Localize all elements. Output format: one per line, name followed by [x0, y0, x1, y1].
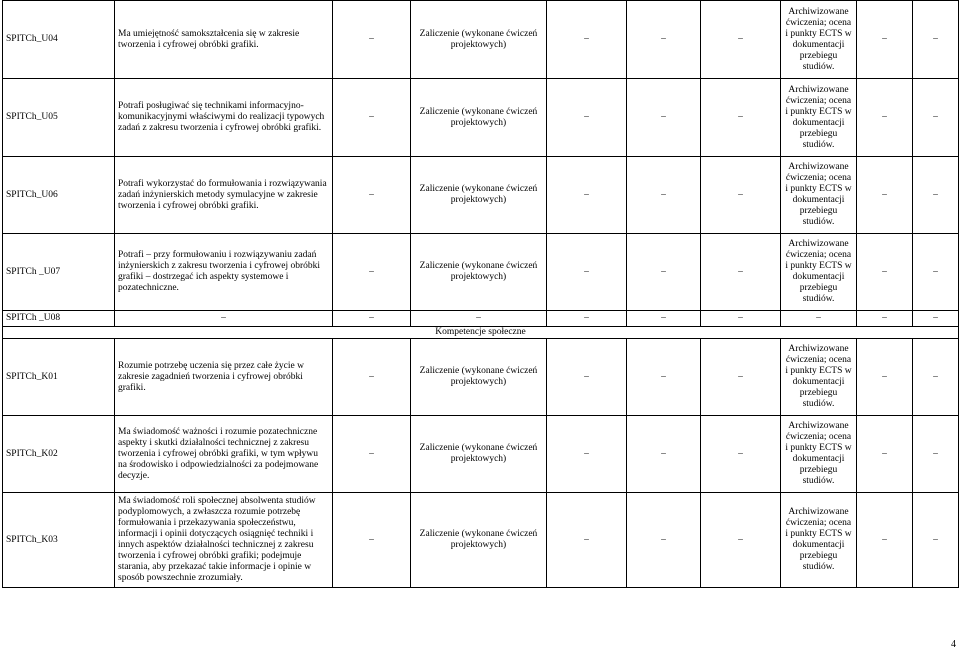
dash-cell: – — [627, 493, 701, 588]
dash-cell: – — [913, 416, 959, 493]
outcome-description: Potrafi posługiwać się technikami informacyjno-komunikacyjnymi właściwymi do realizacji typowych zadań z zakresu tworzenia i cyfrowej obróbki grafiki. — [115, 79, 333, 157]
dash-cell: – — [627, 157, 701, 234]
table-row — [3, 1, 959, 79]
dash-cell: – — [115, 311, 333, 327]
assessment-method: Zaliczenie (wykonane ćwiczeń projektowych) — [411, 234, 547, 311]
outcome-description: Ma umiejętność samokształcenia się w zakresie tworzenia i cyfrowej obróbki grafiki. — [115, 1, 333, 79]
documentation-method: Archiwizowane ćwiczenia; ocena i punkty ECTS w dokumentacji przebiegu studiów. — [781, 234, 857, 311]
dash-cell: – — [913, 311, 959, 327]
table-row — [3, 339, 959, 416]
outcome-description: Potrafi – przy formułowaniu i rozwiązywaniu zadań inżynierskich z zakresu tworzenia i cyfrowej obróbki grafiki – dostrzegać ich aspekty systemowe i pozatechniczne. — [115, 234, 333, 311]
outcome-code: SPITCh_K01 — [3, 339, 115, 416]
learning-outcomes-table — [2, 0, 959, 588]
dash-cell: – — [857, 493, 913, 588]
dash-cell: – — [913, 339, 959, 416]
dash-cell: – — [627, 416, 701, 493]
table-row — [3, 311, 959, 327]
dash-cell: – — [857, 79, 913, 157]
dash-cell: – — [333, 1, 411, 79]
dash-cell: – — [701, 157, 781, 234]
table-row — [3, 79, 959, 157]
dash-cell: – — [857, 157, 913, 234]
dash-cell: – — [547, 311, 627, 327]
dash-cell: – — [701, 339, 781, 416]
outcome-code: SPITCh_K03 — [3, 493, 115, 588]
dash-cell: – — [333, 234, 411, 311]
dash-cell: – — [857, 339, 913, 416]
documentation-method: Archiwizowane ćwiczenia; ocena i punkty ECTS w dokumentacji przebiegu studiów. — [781, 493, 857, 588]
dash-cell: – — [913, 157, 959, 234]
assessment-method: Zaliczenie (wykonane ćwiczeń projektowych) — [411, 1, 547, 79]
documentation-method: Archiwizowane ćwiczenia; ocena i punkty ECTS w dokumentacji przebiegu studiów. — [781, 79, 857, 157]
assessment-method: Zaliczenie (wykonane ćwiczeń projektowych) — [411, 416, 547, 493]
dash-cell: – — [627, 339, 701, 416]
outcome-code: SPITCh _U08 — [3, 311, 115, 327]
outcome-code: SPITCh_U06 — [3, 157, 115, 234]
dash-cell: – — [547, 157, 627, 234]
dash-cell: – — [701, 1, 781, 79]
dash-cell: – — [547, 234, 627, 311]
assessment-method: Zaliczenie (wykonane ćwiczeń projektowych) — [411, 493, 547, 588]
dash-cell: – — [627, 234, 701, 311]
section-header-row — [3, 327, 959, 339]
dash-cell: – — [701, 416, 781, 493]
dash-cell: – — [857, 416, 913, 493]
documentation-method: Archiwizowane ćwiczenia; ocena i punkty ECTS w dokumentacji przebiegu studiów. — [781, 1, 857, 79]
dash-cell: – — [333, 493, 411, 588]
dash-cell: – — [333, 157, 411, 234]
dash-cell: – — [627, 79, 701, 157]
dash-cell: – — [913, 1, 959, 79]
dash-cell: – — [701, 234, 781, 311]
dash-cell: – — [333, 311, 411, 327]
dash-cell: – — [333, 339, 411, 416]
outcome-description: Ma świadomość roli społecznej absolwenta studiów podyplomowych, a zwłaszcza rozumie potrzebę formułowania i przekazywania społeczeństwu, informacji i opinii dotyczących osiągnięć techniki i innych aspektów działalności technicznej z zakresu tworzenia i cyfrowej obróbki grafiki; podejmuje starania, aby przekazać takie informacje i opinie w sposób powszechnie zrozumiały. — [115, 493, 333, 588]
dash-cell: – — [857, 234, 913, 311]
outcome-code: SPITCh_K02 — [3, 416, 115, 493]
dash-cell: – — [913, 493, 959, 588]
dash-cell: – — [411, 311, 547, 327]
documentation-method: Archiwizowane ćwiczenia; ocena i punkty ECTS w dokumentacji przebiegu studiów. — [781, 339, 857, 416]
outcome-description: Rozumie potrzebę uczenia się przez całe życie w zakresie zagadnień tworzenia i cyfrowej obróbki grafiki. — [115, 339, 333, 416]
outcome-description: Ma świadomość ważności i rozumie pozatechniczne aspekty i skutki działalności technicznej z zakresu tworzenia i cyfrowej obróbki grafiki, w tym wpływu na środowisko i odpowiedzialności za podejmowane decyzje. — [115, 416, 333, 493]
page-number: 4 — [951, 639, 956, 650]
dash-cell: – — [913, 234, 959, 311]
dash-cell: – — [701, 79, 781, 157]
table-row — [3, 416, 959, 493]
dash-cell: – — [333, 79, 411, 157]
dash-cell: – — [547, 339, 627, 416]
outcome-description: Potrafi wykorzystać do formułowania i rozwiązywania zadań inżynierskich metody symulacyjne w zakresie tworzenia i cyfrowej obróbki grafiki. — [115, 157, 333, 234]
section-header: Kompetencje społeczne — [3, 327, 959, 339]
documentation-method: Archiwizowane ćwiczenia; ocena i punkty ECTS w dokumentacji przebiegu studiów. — [781, 416, 857, 493]
dash-cell: – — [627, 1, 701, 79]
dash-cell: – — [857, 1, 913, 79]
table-row — [3, 157, 959, 234]
outcome-code: SPITCh_U05 — [3, 79, 115, 157]
outcome-code: SPITCh_U04 — [3, 1, 115, 79]
dash-cell: – — [333, 416, 411, 493]
dash-cell: – — [627, 311, 701, 327]
dash-cell: – — [781, 311, 857, 327]
dash-cell: – — [701, 493, 781, 588]
assessment-method: Zaliczenie (wykonane ćwiczeń projektowych) — [411, 339, 547, 416]
dash-cell: – — [701, 311, 781, 327]
table-row — [3, 493, 959, 588]
table-row — [3, 234, 959, 311]
dash-cell: – — [547, 416, 627, 493]
documentation-method: Archiwizowane ćwiczenia; ocena i punkty ECTS w dokumentacji przebiegu studiów. — [781, 157, 857, 234]
outcome-code: SPITCh _U07 — [3, 234, 115, 311]
assessment-method: Zaliczenie (wykonane ćwiczeń projektowych) — [411, 79, 547, 157]
assessment-method: Zaliczenie (wykonane ćwiczeń projektowych) — [411, 157, 547, 234]
dash-cell: – — [913, 79, 959, 157]
dash-cell: – — [547, 1, 627, 79]
dash-cell: – — [857, 311, 913, 327]
dash-cell: – — [547, 493, 627, 588]
dash-cell: – — [547, 79, 627, 157]
